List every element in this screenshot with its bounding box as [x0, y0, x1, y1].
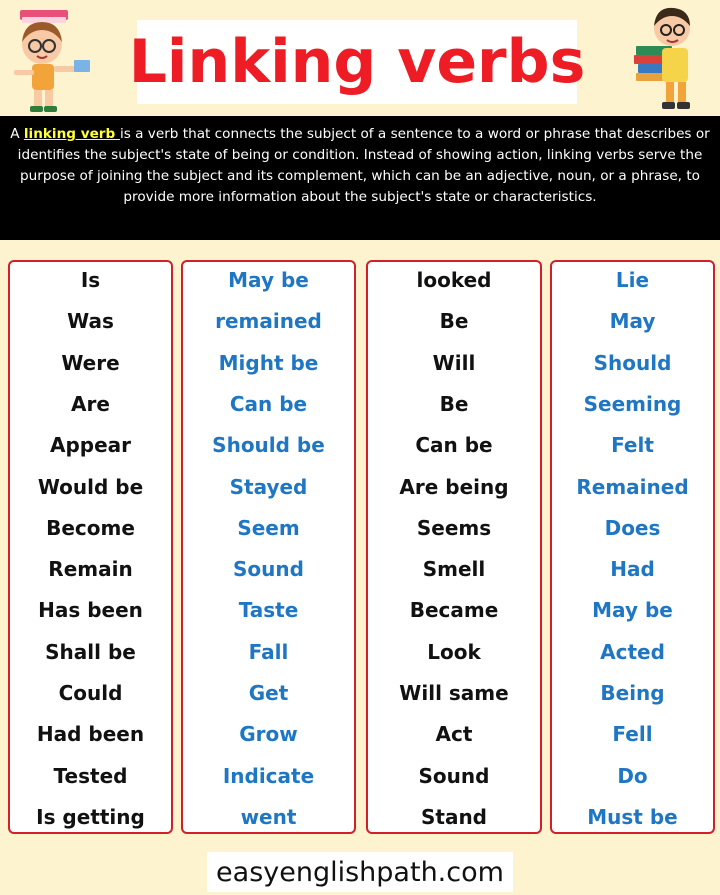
- definition-highlight: linking verb: [23, 126, 120, 142]
- verb-item: Be: [439, 391, 469, 416]
- verb-item: Will same: [399, 681, 509, 705]
- verb-item: Act: [435, 722, 473, 747]
- verb-item: Are being: [399, 474, 509, 499]
- verb-item: Become: [46, 515, 135, 540]
- verb-item: Has been: [38, 598, 143, 623]
- verb-item: Had: [610, 557, 655, 582]
- verb-item: Be: [439, 309, 469, 334]
- verb-column-4: [550, 260, 715, 834]
- verb-item: Will: [432, 350, 476, 375]
- definition-box: [0, 116, 720, 240]
- verb-item: May be: [592, 598, 673, 623]
- verb-item: Being: [600, 681, 665, 705]
- definition-prefix: A: [10, 126, 24, 142]
- verb-item: Sound: [233, 557, 304, 582]
- verb-item: Must be: [587, 804, 678, 829]
- verb-item: Felt: [611, 433, 654, 458]
- verb-item: May: [609, 309, 656, 334]
- verb-item: Grow: [239, 722, 298, 747]
- verb-item: Was: [67, 309, 114, 334]
- verb-item: Can be: [415, 433, 493, 458]
- verb-item: Became: [409, 598, 499, 623]
- title-box: [128, 20, 586, 104]
- verb-column-3: [366, 260, 542, 834]
- page-title: Linking verbs: [128, 27, 586, 97]
- verb-item: Seems: [416, 515, 492, 540]
- verb-item: Seem: [237, 515, 300, 540]
- verb-item: Should: [593, 350, 672, 375]
- verb-item: Would be: [37, 474, 144, 499]
- definition-text: is a verb that connects the subject of a sentence to a word or phrase that describes or identifies the subject's state of being or condition. Instead of showing action, linking verbs serve the purpose of joining the subject and its complement, which can be an adjective, noun, or a phrase, to provide more information about the subject's state or characteristics.: [17, 126, 710, 205]
- verb-item: Had been: [36, 722, 145, 747]
- verb-item: Does: [604, 515, 661, 540]
- footer-box: [207, 852, 513, 892]
- verb-column-2: [181, 260, 356, 834]
- verb-item: Remained: [576, 474, 689, 499]
- verb-item: Is: [80, 268, 101, 292]
- verb-item: Stand: [420, 804, 487, 829]
- verb-item: Are: [71, 391, 110, 416]
- verb-item: Smell: [422, 557, 486, 582]
- boy-with-books-illustration: [622, 2, 714, 114]
- verb-item: Could: [58, 681, 123, 705]
- verb-item: Fell: [612, 722, 653, 747]
- verb-item: Do: [617, 763, 648, 788]
- verb-item: Taste: [238, 598, 299, 623]
- verb-item: looked: [416, 268, 492, 292]
- verb-item: Can be: [229, 391, 308, 416]
- verb-item: Were: [61, 350, 120, 375]
- verb-item: Look: [427, 639, 481, 664]
- verb-item: Indicate: [222, 763, 315, 788]
- girl-with-books-illustration: [2, 4, 94, 114]
- verb-item: Should be: [212, 433, 325, 458]
- verb-item: May be: [228, 268, 309, 292]
- verb-item: Stayed: [229, 474, 308, 499]
- verb-item: Fall: [248, 639, 289, 664]
- verb-item: Lie: [615, 268, 650, 292]
- verb-item: remained: [215, 309, 322, 334]
- verb-item: Is getting: [36, 804, 145, 829]
- site-url: easyenglishpath.com: [216, 856, 504, 888]
- verb-item: Seeming: [583, 391, 682, 416]
- verb-item: Might be: [218, 350, 319, 375]
- verb-item: Sound: [418, 763, 490, 788]
- verb-item: Tested: [53, 763, 128, 788]
- verb-item: Appear: [49, 433, 132, 458]
- verb-item: Remain: [48, 557, 133, 582]
- verb-column-1: [8, 260, 173, 834]
- verb-item: went: [240, 804, 297, 829]
- verb-item: Get: [248, 681, 289, 705]
- verb-item: Shall be: [45, 639, 136, 664]
- verb-item: Acted: [600, 639, 665, 664]
